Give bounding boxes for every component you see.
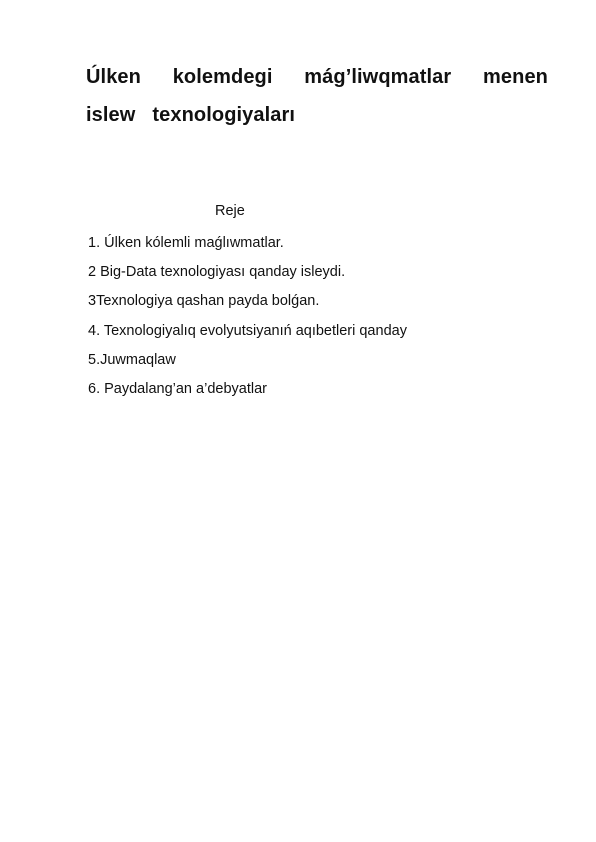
plan-item-2: 2 Big-Data texnologiyası qanday isleydi.	[88, 264, 346, 281]
title-line-1: Úlken kolemdegi mág’liwqmatlar menen	[86, 66, 548, 88]
plan-heading: Reje	[215, 203, 245, 219]
document-title	[86, 58, 548, 134]
plan-list	[88, 233, 407, 408]
plan-item-4: 4. Texnologiyalıq evolyutsiyanıń aqıbetleri qanday	[88, 322, 407, 339]
plan-item-6: 6. Paydalang’an a’debyatlar	[88, 380, 267, 397]
title-line-2: islew texnologiyaları	[86, 104, 296, 126]
plan-item-1: 1. Úlken kólemli maǵlıwmatlar.	[88, 235, 284, 251]
plan-item-3: 3Texnologiya qashan payda bolǵan.	[88, 293, 320, 310]
plan-item-5: 5.Juwmaqlaw	[88, 351, 176, 368]
